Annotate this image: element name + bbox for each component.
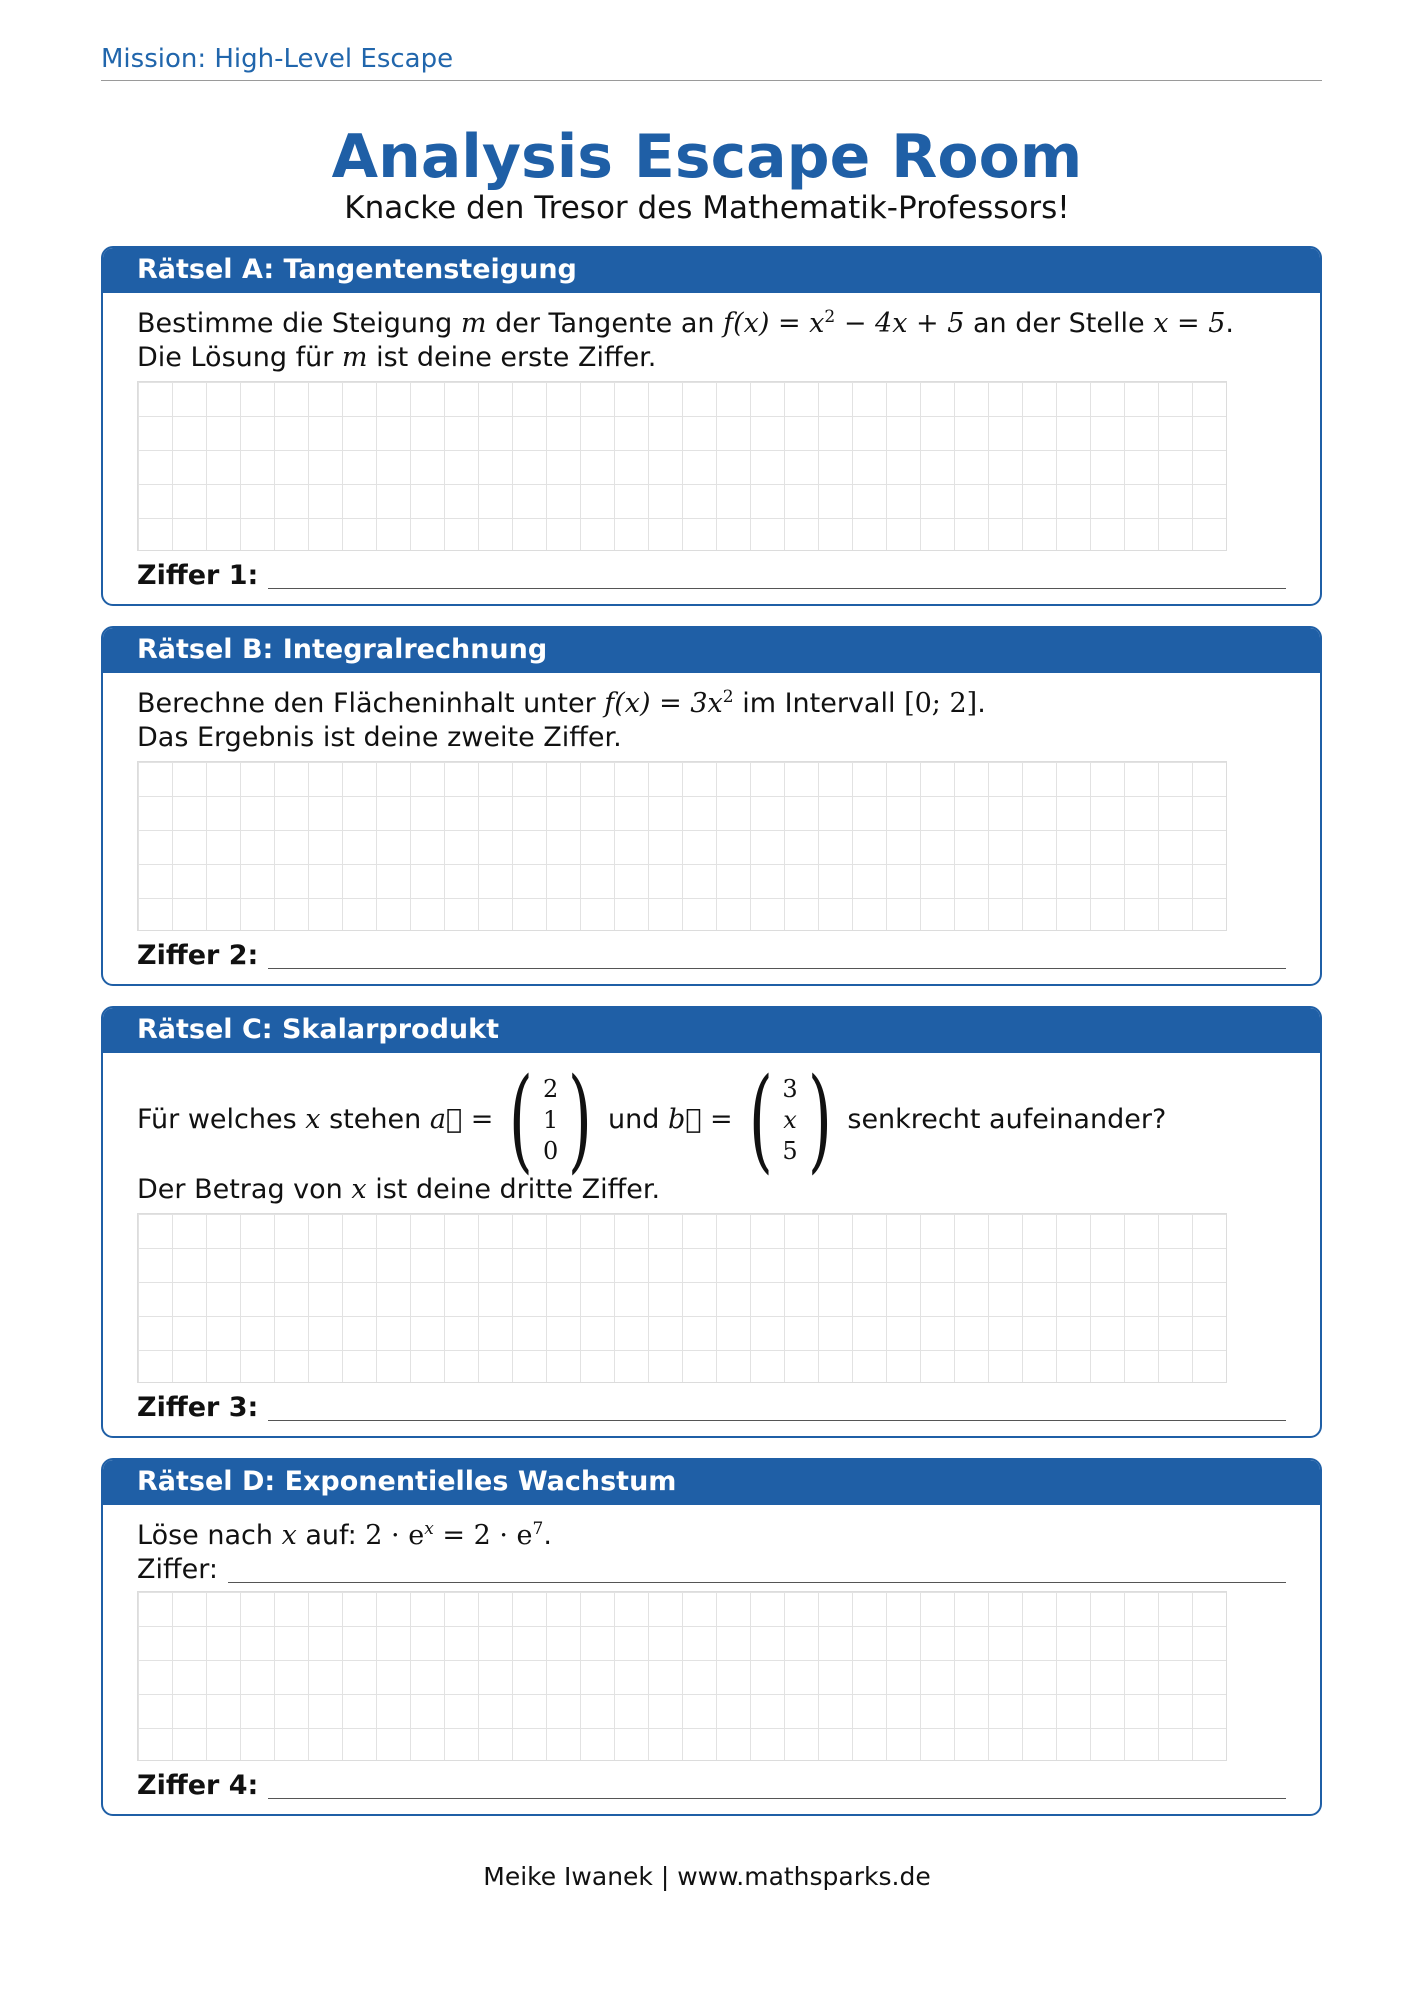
math-var: x <box>281 1520 297 1551</box>
vector-a-name: a⃗ = <box>429 1104 494 1135</box>
puzzle-d-inline-answer <box>137 1551 1286 1587</box>
answer-label: Ziffer 2: <box>137 940 259 971</box>
puzzle-a-work-grid[interactable] <box>137 381 1227 551</box>
answer-label: Ziffer 3: <box>137 1392 259 1423</box>
text: ist deine erste Ziffer. <box>376 342 657 373</box>
puzzle-c-answer <box>137 1389 1286 1425</box>
math-exponent: x <box>424 1519 434 1539</box>
footer-credit: Meike Iwanek | www.mathsparks.de <box>483 1862 931 1891</box>
puzzle-a-heading: Rätsel A: Tangentensteigung <box>103 248 1320 293</box>
puzzle-c-heading: Rätsel C: Skalarprodukt <box>103 1008 1320 1053</box>
puzzle-a-line-1 <box>137 307 1234 341</box>
text: stehen <box>329 1104 422 1135</box>
math-var: m <box>460 308 487 339</box>
puzzle-c-line-1 <box>137 1055 1167 1185</box>
vector-b-component: 3 <box>782 1074 798 1103</box>
puzzle-a-line-2 <box>137 341 656 375</box>
text: Löse nach <box>137 1520 273 1551</box>
vector-b-component: 5 <box>782 1136 798 1165</box>
math-var: x <box>351 1174 367 1205</box>
math-equation-right: = 2 · e <box>433 1520 533 1551</box>
right-paren: ) <box>568 1055 593 1185</box>
answer-line[interactable] <box>268 588 1286 589</box>
vector-a-component: 0 <box>543 1136 559 1165</box>
text: Berechne den Flächeninhalt unter <box>137 688 596 719</box>
puzzle-c-box <box>101 1006 1322 1438</box>
puzzle-b-work-grid[interactable] <box>137 761 1227 931</box>
puzzle-d-line-1 <box>137 1519 552 1553</box>
puzzle-a-box <box>101 246 1322 606</box>
text: . <box>977 688 986 719</box>
text: . <box>543 1520 552 1551</box>
puzzle-b-heading: Rätsel B: Integralrechnung <box>103 628 1320 673</box>
puzzle-d-box <box>101 1458 1322 1816</box>
math-equation-left: 2 · e <box>365 1520 425 1551</box>
left-paren: ( <box>748 1055 773 1185</box>
header-mission-line <box>101 44 1322 81</box>
page-subtitle: Knacke den Tresor des Mathematik-Professors! <box>344 190 1070 226</box>
vector-b-component: x <box>783 1105 797 1134</box>
text: . <box>1225 308 1234 339</box>
math-var: x <box>305 1104 321 1135</box>
puzzle-a-answer <box>137 557 1286 593</box>
vector-a <box>499 1055 602 1185</box>
puzzle-d-heading: Rätsel D: Exponentielles Wachstum <box>103 1460 1320 1505</box>
left-paren: ( <box>509 1055 534 1185</box>
puzzle-d-work-grid[interactable] <box>137 1591 1227 1761</box>
text: ist deine dritte Ziffer. <box>375 1174 661 1205</box>
answer-line[interactable] <box>268 968 1286 969</box>
vector-b <box>739 1055 842 1185</box>
text: senkrecht aufeinander? <box>847 1104 1167 1135</box>
puzzle-d-answer <box>137 1767 1286 1803</box>
right-paren: ) <box>807 1055 832 1185</box>
text: im Intervall <box>742 688 896 719</box>
text: Die Lösung für <box>137 342 334 373</box>
text: Bestimme die Steigung <box>137 308 453 339</box>
mission-label: Mission: High-Level Escape <box>101 44 454 74</box>
text: auf: <box>305 1520 357 1551</box>
math-function-tail: − 4x + 5 <box>843 308 965 339</box>
vector-a-component: 2 <box>543 1074 559 1103</box>
puzzle-b-box <box>101 626 1322 986</box>
answer-line[interactable] <box>268 1420 1286 1421</box>
math-point: x = 5 <box>1153 308 1226 339</box>
math-exponent: 7 <box>532 1519 544 1539</box>
answer-label: Ziffer 4: <box>137 1770 259 1801</box>
puzzle-b-answer <box>137 937 1286 973</box>
math-function: f(x) = 3x <box>604 688 723 719</box>
text: Der Betrag von <box>137 1174 343 1205</box>
answer-line[interactable] <box>228 1582 1286 1583</box>
text: der Tangente an <box>495 308 715 339</box>
answer-line[interactable] <box>268 1798 1286 1799</box>
math-exponent: 2 <box>824 307 836 327</box>
puzzle-b-line-1 <box>137 687 986 721</box>
vector-a-component: 1 <box>543 1105 559 1134</box>
math-function: f(x) = x <box>723 308 825 339</box>
text: Für welches <box>137 1104 297 1135</box>
answer-label: Ziffer: <box>137 1554 218 1585</box>
math-var: m <box>341 342 368 373</box>
puzzle-c-line-2 <box>137 1173 660 1207</box>
vector-b-name: b⃗ = <box>667 1104 733 1135</box>
page-title: Analysis Escape Room <box>331 122 1083 192</box>
text: an der Stelle <box>972 308 1145 339</box>
puzzle-c-work-grid[interactable] <box>137 1213 1227 1383</box>
math-exponent: 2 <box>722 687 734 707</box>
text: und <box>608 1104 660 1135</box>
puzzle-b-line-2: Das Ergebnis ist deine zweite Ziffer. <box>137 722 622 753</box>
math-interval: [0; 2] <box>904 688 978 719</box>
answer-label: Ziffer 1: <box>137 560 259 591</box>
